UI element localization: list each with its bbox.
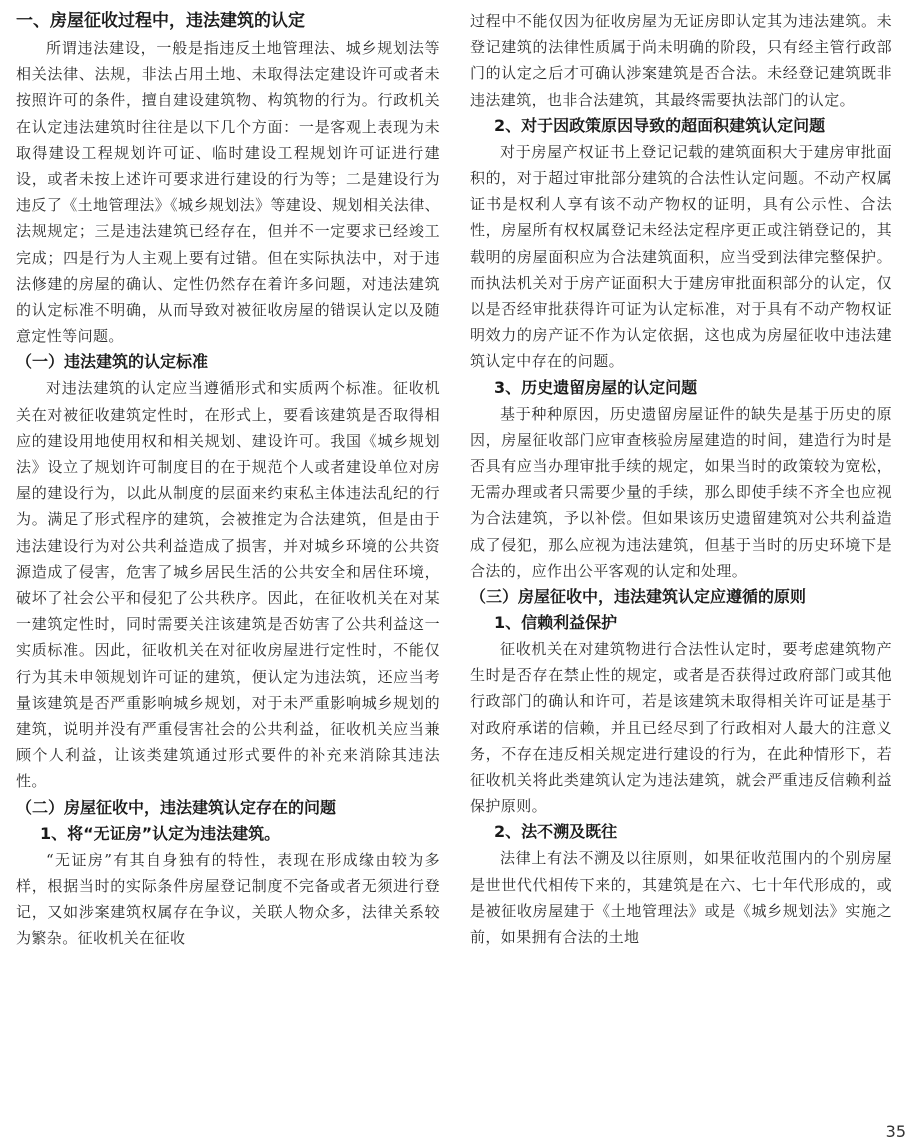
paragraph-reliance-protection: 征收机关在对建筑物进行合法性认定时，要考虑建筑物产生时是否存在禁止性的规定，或者是否获得过政府部门或其他行政部门的确认和许可，若是该建筑未取得相关许可证是基于对政府承诺的信赖，并且已经尽到了行政相对人最大的注意义务，不存在违反相关规定进行建设的行为，在此种情形下，若征收机关将此类建筑认定为违法建筑，就会严重违反信赖利益保护原则。 [470,640,892,816]
paragraph-criteria: 对违法建筑的认定应当遵循形式和实质两个标准。征收机关在对被征收建筑定性时，在形式上，要看该建筑是否取得相应的建设用地使用权和相关规划、建设许可。我国《城乡规划法》设立了规划许可制度目的在于规范个人或者建设单位对房屋的建设行为，以此从制度的层面来约束私主体违法乱纪的行为。满足了形式程序的建筑，会被推定为合法建筑，但是由于违法建设行为对公共利益造成了损害，并对城乡环境的公共资源造成了侵害，危害了城乡居民生活的公共安全和居住环境，破坏了社会公平和侵犯了公共秩序。因此，在征收机关在对某一建筑定性时，同时需要关注该建筑是否妨害了公共利益这一实质标准。因此，征收机关在对征收房屋进行定性时，不能仅行为其未申领规划许可证的建筑，便认定为违法筑，还应当考量该建筑是否严重影响城乡规划，对于未严重影响城乡规划的建筑，说明并没有严重侵害社会的公共利益，征收机关应当兼顾个人利益，让该类建筑通过形式要件的补充来消除其违法性。 [16,379,440,791]
item-heading-historical-housing: 3、历史遗留房屋的认定问题 [494,377,698,397]
paragraph-illegal-construction-definition: 所谓违法建设，一般是指违反土地管理法、城乡规划法等相关法律、法规，非法占用土地、未取得法定建设许可或者未按照许可的条件，擅自建设建筑物、构筑物的行为。行政机关在认定违法建筑时往往是以下几个方面：一是客观上表现为未取得建设工程规划许可证、临时建设工程规划许可证进行建设，或者未按上述许可要求进行建设的行为等；二是建设行为违反了《土地管理法》《城乡规划法》等建设、规划相关法律、法规规定；三是违法建筑已经存在，但并不一定要求已经竣工完成；四是行为人主观上要有过错。但在实际执法中，对于违法修建的房屋的确认、定性仍然存在着许多问题，对违法建筑的认定标准不明确，从而导致对被征收房屋的错误认定以及随意定性等问题。 [16,39,440,346]
paragraph-historical-housing: 基于种种原因，历史遗留房屋证件的缺失是基于历史的原因，房屋征收部门应审查核验房屋建造的时间，建造行为时是否具有应当办理审批手续的规定，如果当时的政策较为宽松，无需办理或者只需要少量的手续，那么即使手续不齐全也应视为合法建筑，予以补偿。但如果该历史遗留建筑对公共利益造成了侵犯，那么应视为违法建筑，但基于当时的历史环境下是合法的，应作出公平客观的认定和处理。 [470,404,892,580]
left-column [16,8,440,952]
subsection-heading-problems: （二）房屋征收中，违法建筑认定存在的问题 [16,797,337,817]
item-heading-reliance-protection: 1、信赖利益保护 [494,613,618,633]
paragraph-over-area: 对于房屋产权证书上登记记载的建筑面积大于建房审批面积的，对于超过审批部分建筑的合法性认定问题。不动产权属证书是权利人享有该不动产物权的证明，具有公示性、合法性，房屋所有权权属登记未经法定程序更正或注销登记的，其载明的房屋面积应为合法建筑面积，应当受到法律完整保护。而执法机关对于房产证面积大于建房审批面积部分的认定，仅以是否经审批获得许可证为认定标准，对于具有不动产物权证明效力的房产证不作为认定依据，这也成为房屋征收中违法建筑认定中存在的问题。 [470,142,892,371]
subsection-heading-principles: （三）房屋征收中，违法建筑认定应遵循的原则 [470,587,807,607]
item-heading-over-area: 2、对于因政策原因导致的超面积建筑认定问题 [494,115,826,135]
paragraph-non-retroactivity: 法律上有法不溯及以往原则，如果征收范围内的个别房屋是世世代代相传下来的，其建筑是在六、七十年代形成的，或是被征收房屋建于《土地管理法》或是《城乡规划法》实施之前，如果拥有合法的土地 [470,849,892,947]
subsection-heading-criteria: （一）违法建筑的认定标准 [16,352,209,372]
item-heading-unlicensed-housing: 1、将“无证房”认定为违法建筑。 [40,823,281,843]
page-number: 35 [885,1122,906,1141]
paragraph-unlicensed-housing: “无证房”有其自身独有的特性，表现在形成缘由较为多样，根据当时的实际条件房屋登记制度不完备或者无须进行登记，又如涉案建筑权属存在争议，关联人物众多，法律关系较为繁杂。征收机关在征收 [16,850,440,948]
section-heading-1: 一、房屋征收过程中，违法建筑的认定 [16,11,305,31]
paragraph-unlicensed-housing-continued: 过程中不能仅因为征收房屋为无证房即认定其为违法建筑。未登记建筑的法律性质属于尚未明确的阶段，只有经主管行政部门的认定之后才可确认涉案建筑是否合法。未经登记建筑既非违法建筑，也非合法建筑，其最终需要执法部门的认定。 [470,12,892,109]
right-column [470,8,892,950]
item-heading-non-retroactivity: 2、法不溯及既往 [494,822,618,842]
